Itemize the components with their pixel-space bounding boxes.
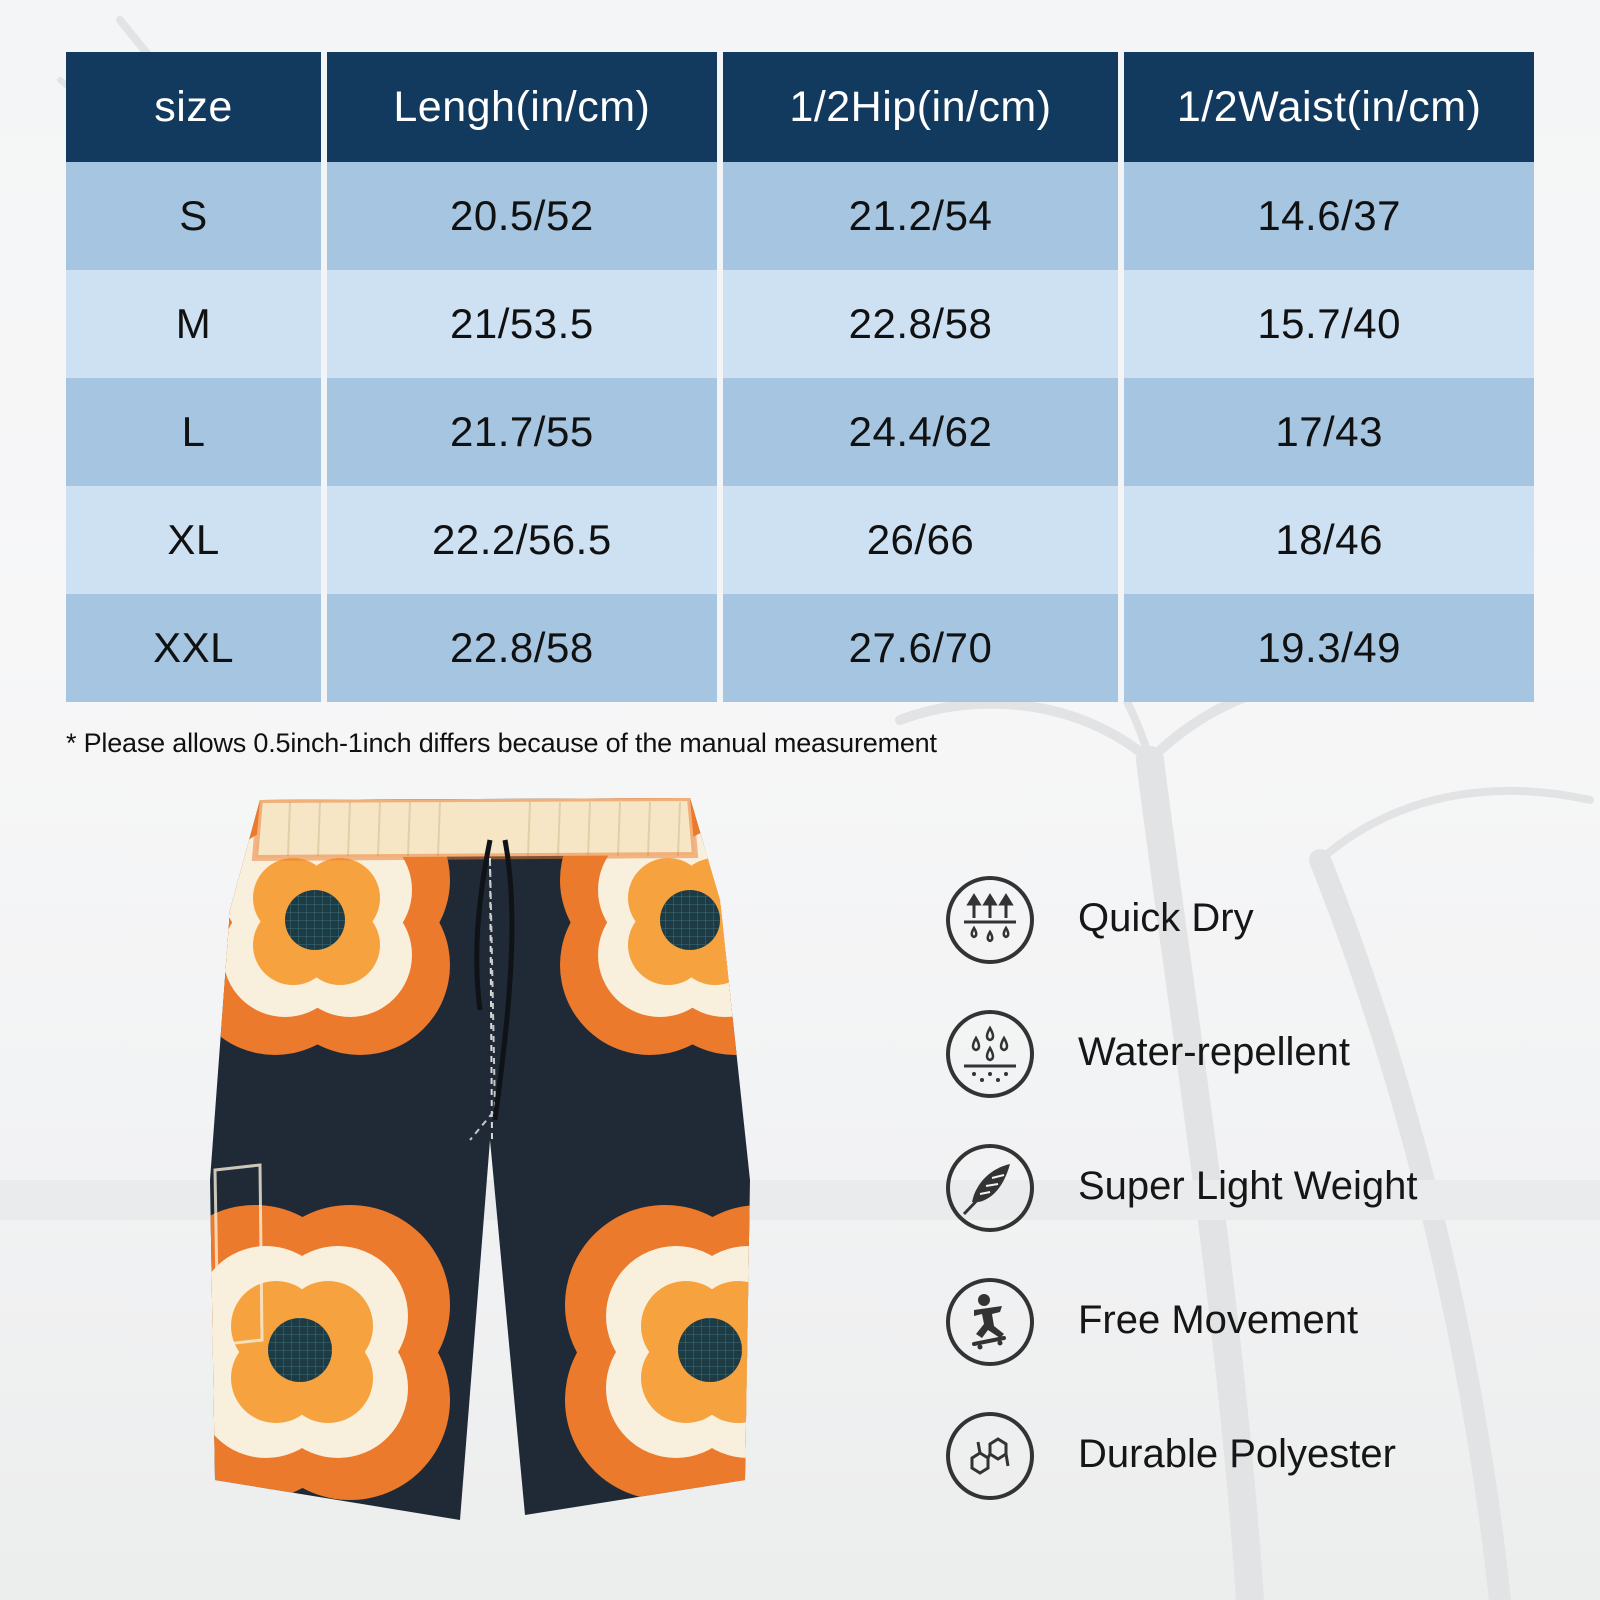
- board-shorts-image: [190, 780, 770, 1580]
- feature-label: Water-repellent: [1078, 1030, 1350, 1074]
- skater-icon: [944, 1276, 1036, 1368]
- molecule-icon: [944, 1410, 1036, 1502]
- table-row: [66, 270, 1534, 378]
- feature-quick-dry: [944, 874, 1564, 1008]
- cell-half-hip: 24.4/62: [723, 378, 1125, 486]
- feature-durable-polyester: [944, 1410, 1564, 1544]
- table-row: [66, 378, 1534, 486]
- cell-half-hip: 21.2/54: [723, 162, 1125, 270]
- feature-free-movement: [944, 1276, 1564, 1410]
- size-chart-table: [66, 52, 1534, 702]
- feature-label: Free Movement: [1078, 1298, 1359, 1342]
- cell-length: 21/53.5: [327, 270, 723, 378]
- cell-size: XXL: [66, 594, 327, 702]
- cell-size: XL: [66, 486, 327, 594]
- table-header-row: [66, 52, 1534, 162]
- feature-list: [944, 874, 1564, 1544]
- cell-half-hip: 22.8/58: [723, 270, 1125, 378]
- cell-size: M: [66, 270, 327, 378]
- cell-half-waist: 19.3/49: [1124, 594, 1534, 702]
- header-length: Lengh(in/cm): [327, 52, 723, 162]
- cell-length: 22.2/56.5: [327, 486, 723, 594]
- feature-label: Durable Polyester: [1078, 1432, 1396, 1476]
- table-row: [66, 486, 1534, 594]
- feature-label: Quick Dry: [1078, 896, 1254, 940]
- water-repellent-icon: [944, 1008, 1036, 1100]
- measurement-note: * Please allows 0.5inch-1inch differs because of the manual measurement: [66, 728, 937, 758]
- quick-dry-icon: [944, 874, 1036, 966]
- feather-icon: [944, 1142, 1036, 1234]
- header-size: size: [66, 52, 327, 162]
- table-row: [66, 594, 1534, 702]
- header-half-waist: 1/2Waist(in/cm): [1124, 52, 1534, 162]
- table-row: [66, 162, 1534, 270]
- feature-label: Super Light Weight: [1078, 1164, 1418, 1208]
- header-half-hip: 1/2Hip(in/cm): [723, 52, 1125, 162]
- cell-size: L: [66, 378, 327, 486]
- cell-length: 21.7/55: [327, 378, 723, 486]
- cell-half-hip: 27.6/70: [723, 594, 1125, 702]
- cell-length: 22.8/58: [327, 594, 723, 702]
- feature-water-repellent: [944, 1008, 1564, 1142]
- cell-half-hip: 26/66: [723, 486, 1125, 594]
- cell-size: S: [66, 162, 327, 270]
- cell-half-waist: 14.6/37: [1124, 162, 1534, 270]
- feature-light-weight: [944, 1142, 1564, 1276]
- cell-length: 20.5/52: [327, 162, 723, 270]
- cell-half-waist: 17/43: [1124, 378, 1534, 486]
- cell-half-waist: 18/46: [1124, 486, 1534, 594]
- cell-half-waist: 15.7/40: [1124, 270, 1534, 378]
